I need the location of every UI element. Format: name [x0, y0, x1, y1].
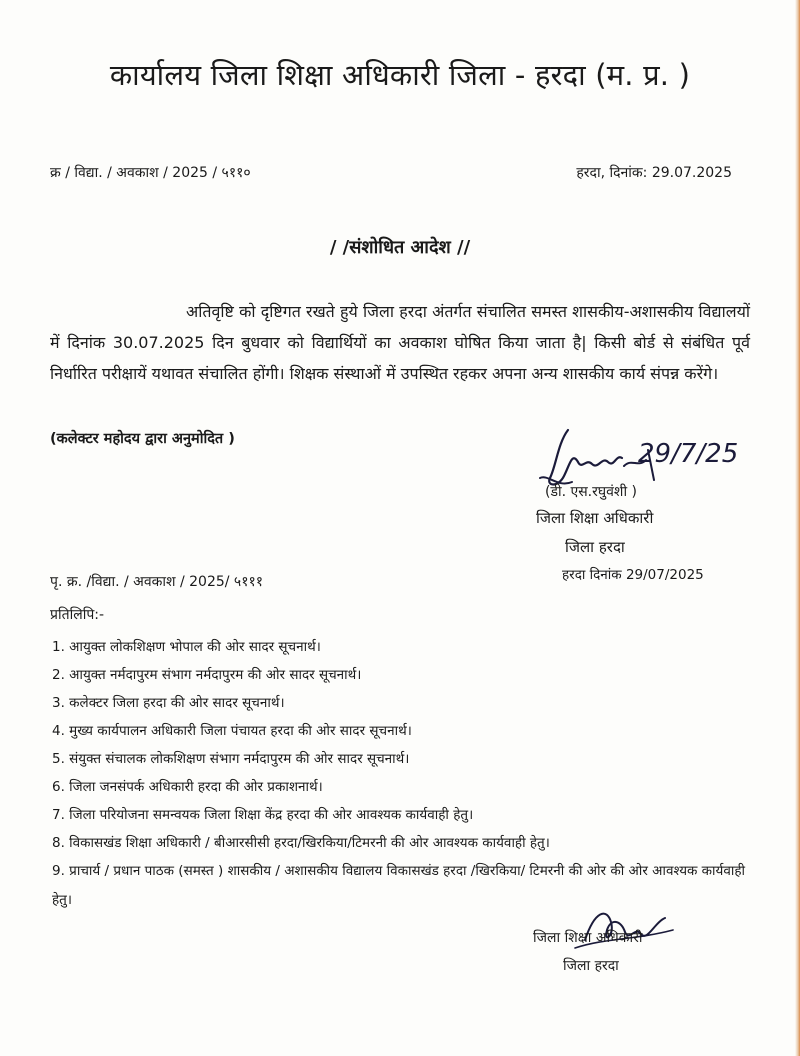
- endorsement-district: जिला हरदा: [563, 958, 619, 974]
- signatory-district: जिला हरदा: [565, 538, 625, 556]
- signatory-designation: जिला शिक्षा अधिकारी: [536, 509, 654, 527]
- list-item: 5. संयुक्त संचालक लोकशिक्षण संभाग नर्मदापुरम की ओर सादर सूचनार्थ।: [52, 751, 410, 767]
- list-item: 4. मुख्य कार्यपालन अधिकारी जिला पंचायत हरदा की ओर सादर सूचनार्थ।: [52, 723, 412, 739]
- endorsement-designation: जिला शिक्षा अधिकारी: [533, 930, 643, 946]
- scan-edge: [795, 0, 800, 1056]
- order-body: अतिवृष्टि को दृष्टिगत रखते हुये जिला हरदा अंतर्गत संचालित समस्त शासकीय-अशासकीय विद्यालयों में दिनांक 30.07.2025 दिन बुधवार को विद्यार्थियों का अवकाश घोषित किया जाता है| किसी बोर्ड से संबंधित पूर्व निर्धारित परीक्षायें यथावत संचालित होंगी। शिक्षक संस्थाओं में उपस्थित रहकर अपना अन्य शासकीय कार्य संपन्न करेंगे।: [50, 302, 750, 383]
- list-item: 8. विकासखंड शिक्षा अधिकारी / बीआरसीसी हरदा/खिरकिया/टिमरनी की ओर आवश्यक कार्यवाही हेतु।: [52, 835, 550, 851]
- copy-to-list: [52, 633, 752, 915]
- order-reference-number: क्र / विद्या. / अवकाश / 2025 / ५११०: [50, 165, 251, 181]
- list-item: 6. जिला जनसंपर्क अधिकारी हरदा की ओर प्रकाशनार्थ।: [52, 779, 323, 795]
- list-item: 9. प्राचार्य / प्रधान पाठक (समस्त ) शासकीय / अशासकीय विद्यालय विकासखंड हरदा /खिरकिया/ टिमरनी की ओर की ओर आवश्यक कार्यवाही हेतु।: [52, 863, 746, 908]
- order-heading: / /संशोधित आदेश //: [329, 237, 471, 258]
- list-item: 3. कलेक्टर जिला हरदा की ओर सादर सूचनार्थ।: [52, 695, 285, 711]
- list-item: 1. आयुक्त लोकशिक्षण भोपाल की ओर सादर सूचनार्थ।: [52, 639, 321, 655]
- office-title: कार्यालय जिला शिक्षा अधिकारी जिला - हरदा (म. प्र. ): [109, 58, 691, 92]
- order-date: हरदा, दिनांक: 29.07.2025: [576, 165, 732, 181]
- signatory-name: (डी. एस.रघुवंशी ): [545, 484, 637, 500]
- copy-to-heading: प्रतिलिपि:-: [50, 607, 105, 623]
- list-item: 7. जिला परियोजना समन्वयक जिला शिक्षा केंद्र हरदा की ओर आवश्यक कार्यवाही हेतु।: [52, 807, 474, 823]
- endorsement-reference-number: पृ. क्र. /विद्या. / अवकाश / 2025/ ५१११: [50, 574, 264, 590]
- endorsement-date: हरदा दिनांक 29/07/2025: [562, 567, 704, 583]
- approval-note: (कलेक्टर महोदय द्वारा अनुमोदित ): [50, 431, 235, 447]
- list-item: 2. आयुक्त नर्मदापुरम संभाग नर्मदापुरम की ओर सादर सूचनार्थ।: [52, 667, 362, 683]
- signature-date: 29/7/25: [638, 439, 738, 469]
